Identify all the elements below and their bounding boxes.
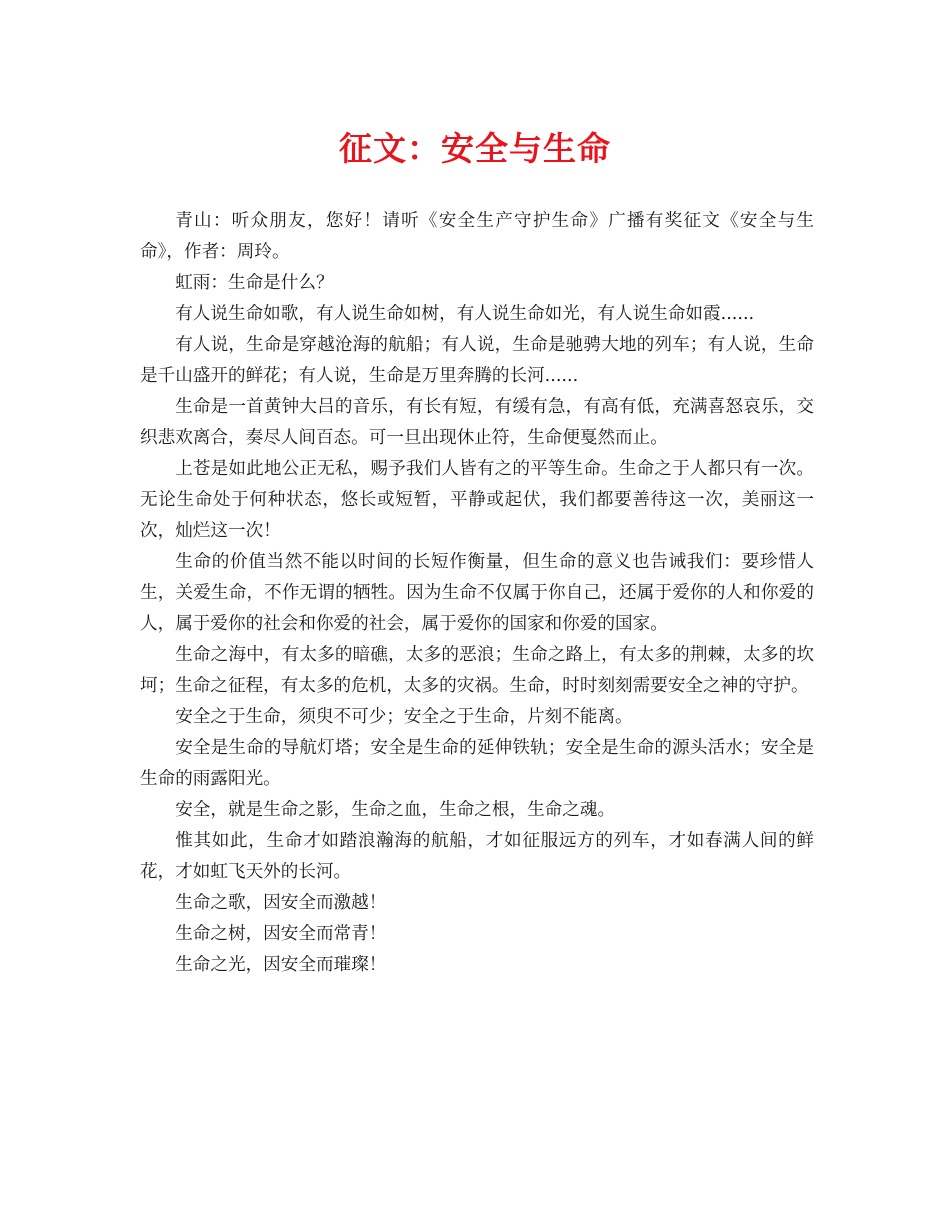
paragraph: 有人说，生命是穿越沧海的航船；有人说，生命是驰骋大地的列车；有人说，生命是千山盛开的鲜花；有人说，生命是万里奔腾的长河...... bbox=[140, 335, 814, 386]
paragraph: 有人说生命如歌，有人说生命如树，有人说生命如光，有人说生命如霞...... bbox=[175, 304, 755, 324]
paragraph: 生命是一首黄钟大吕的音乐，有长有短，有缓有急，有高有低，充满喜怒哀乐，交织悲欢离合，奏尽人间百态。可一旦出现休止符，生命便戛然而止。 bbox=[140, 397, 814, 448]
paragraph: 虹雨：生命是什么？ bbox=[175, 273, 334, 293]
paragraph: 安全是生命的导航灯塔；安全是生命的延伸铁轨；安全是生命的源头活水；安全是生命的雨露阳光。 bbox=[140, 738, 814, 789]
paragraph: 生命之海中，有太多的暗礁，太多的恶浪；生命之路上，有太多的荆棘，太多的坎坷；生命之征程，有太多的危机，太多的灾祸。生命，时时刻刻需要安全之神的守护。 bbox=[140, 645, 814, 696]
paragraph: 青山：听众朋友，您好！请听《安全生产守护生命》广播有奖征文《安全与生命》，作者：周玲。 bbox=[140, 211, 814, 262]
paragraph: 上苍是如此地公正无私，赐予我们人皆有之的平等生命。生命之于人都只有一次。无论生命处于何种状态，悠长或短暂，平静或起伏，我们都要善待这一次，美丽这一次，灿烂这一次！ bbox=[140, 459, 814, 541]
paragraph: 生命之歌，因安全而激越！ bbox=[175, 893, 387, 913]
document-title: 征文：安全与生命 bbox=[339, 129, 611, 168]
paragraph: 生命之树，因安全而常青！ bbox=[175, 924, 387, 944]
document-body bbox=[140, 206, 814, 981]
paragraph: 惟其如此，生命才如踏浪瀚海的航船，才如征服远方的列车，才如春满人间的鲜花，才如虹飞天外的长河。 bbox=[140, 831, 814, 882]
paragraph: 生命的价值当然不能以时间的长短作衡量，但生命的意义也告诫我们：要珍惜人生，关爱生命，不作无谓的牺牲。因为生命不仅属于你自己，还属于爱你的人和你爱的人，属于爱你的社会和你爱的社会，属于爱你的国家和你爱的国家。 bbox=[140, 552, 814, 634]
paragraph: 安全之于生命，须臾不可少；安全之于生命，片刻不能离。 bbox=[175, 707, 633, 727]
paragraph: 安全，就是生命之影，生命之血，生命之根，生命之魂。 bbox=[175, 800, 616, 820]
paragraph: 生命之光，因安全而璀璨！ bbox=[175, 955, 387, 975]
